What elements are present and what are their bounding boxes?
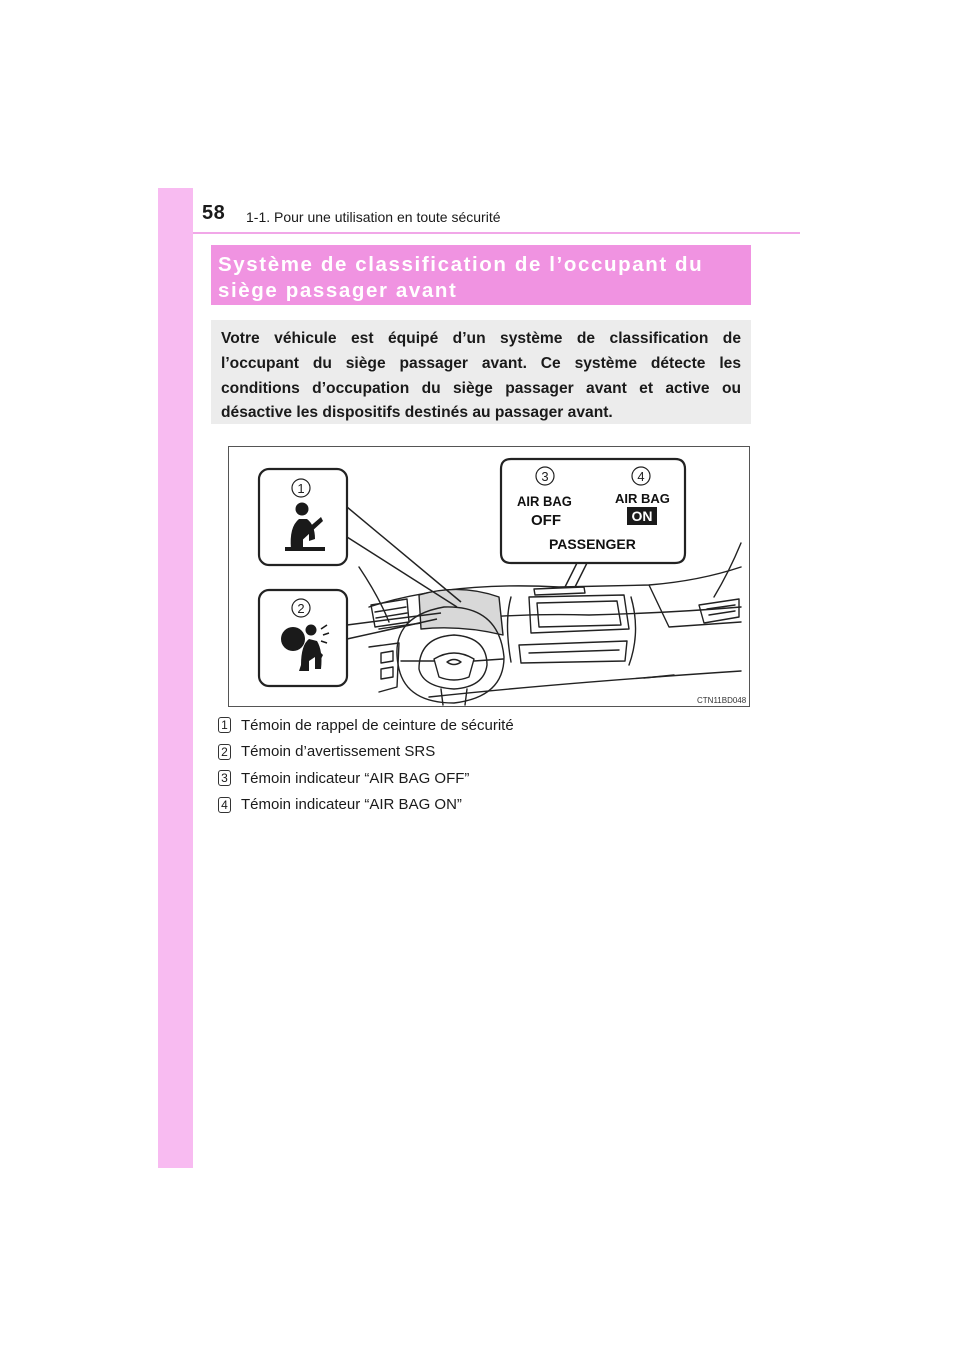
dashboard-figure	[228, 446, 750, 707]
switch-block	[381, 651, 393, 679]
section-title-line2: siège passager avant	[218, 279, 458, 302]
top-vent	[534, 587, 585, 595]
hvac-line	[529, 650, 619, 653]
legend-text-3: Témoin indicateur “AIR BAG OFF”	[241, 769, 470, 787]
intro-text: Votre véhicule est équipé d’un système de classification de l’occupant du siège passager avant. Ce système détecte les conditions d’occupation du siège passager avant et active ou désactive les dispositifs destinés au passager avant.	[221, 330, 741, 422]
legend-list	[218, 712, 758, 818]
airbag-on-line2: ON	[631, 508, 653, 524]
running-header: 1-1. Pour une utilisation en toute sécurité	[246, 209, 501, 225]
legend-text-4: Témoin indicateur “AIR BAG ON”	[241, 796, 462, 814]
windshield-right	[714, 543, 741, 597]
legend-text-2: Témoin d’avertissement SRS	[241, 743, 436, 761]
callout-number-4	[632, 467, 650, 485]
airbag-off-line2: OFF	[531, 512, 561, 529]
callout-number-3-text: 3	[541, 469, 549, 484]
callout-number-4-text: 4	[637, 469, 645, 484]
vent-right-slats	[707, 605, 735, 615]
callout-number-2	[292, 599, 310, 617]
steering-logo	[447, 660, 461, 665]
legend-number-2: 2	[218, 744, 231, 760]
left-vent-slats	[375, 607, 407, 618]
leader-line-1b	[347, 537, 457, 607]
dashboard-illustration	[229, 447, 750, 707]
callout-number-1-text: 1	[297, 481, 305, 496]
leader-line-3b	[575, 563, 587, 587]
left-dash-panel	[369, 643, 399, 692]
section-banner	[211, 245, 751, 305]
legend-number-1: 1	[218, 717, 231, 733]
center-stack-side-left	[508, 597, 512, 662]
leader-line-1a	[347, 507, 461, 602]
callout-number-2-text: 2	[297, 601, 305, 616]
airbag-off-line1: AIR BAG	[517, 493, 572, 509]
header-rule	[193, 232, 800, 234]
legend-item-1	[218, 712, 758, 739]
leader-line-3a	[565, 563, 577, 587]
intro-box	[211, 320, 751, 424]
passenger-label: PASSENGER	[549, 536, 636, 552]
steering-hub	[434, 653, 474, 680]
legend-text-1: Témoin de rappel de ceinture de sécurité	[241, 716, 514, 734]
legend-number-3: 3	[218, 770, 231, 786]
windshield-left	[359, 567, 389, 622]
cluster-hood	[419, 589, 503, 635]
legend-item-3	[218, 765, 758, 792]
callout-number-1	[292, 479, 310, 497]
page-number: 58	[202, 202, 226, 224]
legend-number-4: 4	[218, 797, 231, 813]
steering-wheel-inner	[419, 635, 487, 689]
legend-item-4	[218, 792, 758, 819]
callout-number-3	[536, 467, 554, 485]
dash-bottom	[429, 671, 741, 697]
airbag-on-line1: AIR BAG	[615, 491, 670, 506]
section-title-line1: Système de classification de l’occupant du	[218, 253, 704, 276]
side-band	[158, 188, 193, 1168]
legend-item-2	[218, 739, 758, 766]
center-stack-side-right	[629, 597, 636, 665]
figure-code: CTN11BD048	[697, 696, 747, 705]
